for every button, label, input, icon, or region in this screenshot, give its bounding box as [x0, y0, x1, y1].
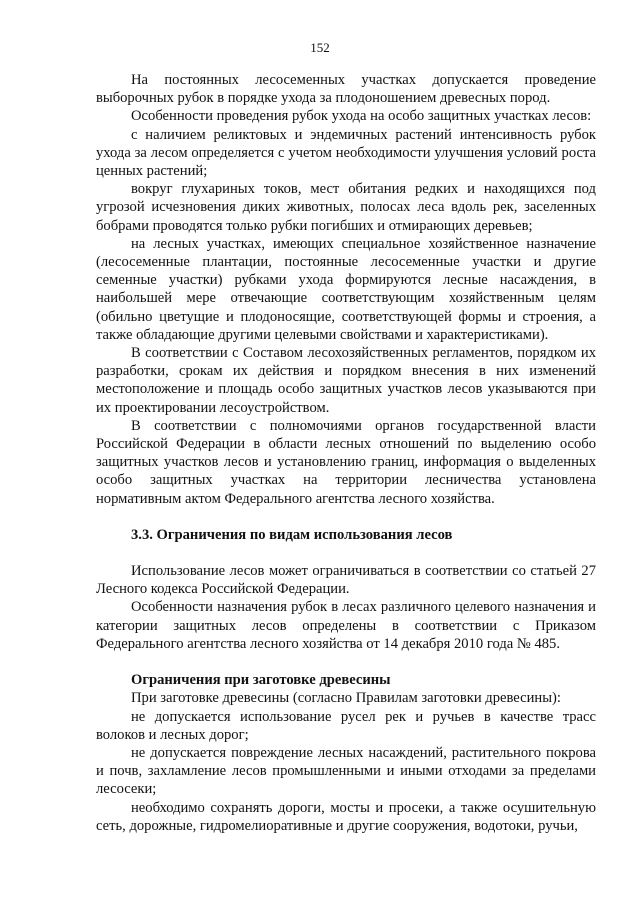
- paragraph: необходимо сохранять дороги, мосты и просеки, а также осушительную сеть, дорожные, гидромелиоративные и другие сооружения, водотоки, ручьи,: [96, 799, 596, 834]
- subsection-heading: Ограничения при заготовке древесины: [131, 672, 391, 689]
- paragraph: Особенности проведения рубок ухода на особо защитных участках лесов:: [131, 108, 592, 125]
- paragraph: В соответствии с полномочиями органов государственной власти Российской Федерации в области лесных отношений по выделению особо защитных участков лесов и установлению границ, информация о выделенных особо защитных участках на территории лесничества установлена нормативным актом Федерального агентства лесного хозяйства.: [96, 417, 596, 507]
- paragraph: вокруг глухариных токов, мест обитания редких и находящихся под угрозой исчезновения диких животных, полосах леса вдоль рек, заселенных бобрами проводятся только рубки погибших и отмирающих деревьев;: [96, 181, 596, 234]
- section-heading: 3.3. Ограничения по видам использования лесов: [131, 526, 453, 543]
- paragraph: Особенности назначения рубок в лесах различного целевого назначения и категории защитных лесов определены в соответствии с Приказом Федерального агентства лесного хозяйства от 14 декабря 2010 года № 485.: [96, 599, 596, 652]
- paragraph: не допускается повреждение лесных насаждений, растительного покрова и почв, захламление лесов промышленными и иными отходами за пределами лесосеки;: [96, 744, 596, 798]
- paragraph: На постоянных лесосеменных участках допускается проведение выборочных рубок в порядке ухода за плодоношением древесных пород.: [96, 72, 596, 107]
- paragraph: с наличием реликтовых и эндемичных растений интенсивность рубок ухода за лесом определяется с учетом необходимости улучшения условий роста ценных растений;: [96, 126, 596, 180]
- page-number: 152: [310, 40, 330, 55]
- paragraph: не допускается использование русел рек и ручьев в качестве трасс волоков и лесных дорог;: [96, 708, 596, 743]
- paragraph: Использование лесов может ограничиваться в соответствии со статьей 27 Лесного кодекса Российской Федерации.: [96, 563, 596, 598]
- paragraph: В соответствии с Составом лесохозяйственных регламентов, порядком их разработки, срокам их действия и порядком внесения в них изменений местоположение и площадь особо защитных участков лесов указываются при их проектировании лесоустройством.: [96, 345, 596, 416]
- paragraph: При заготовке древесины (согласно Правилам заготовки древесины):: [131, 690, 561, 707]
- paragraph: на лесных участках, имеющих специальное хозяйственное назначение (лесосеменные плантации, постоянные лесосеменные участки и другие семенные участки) рубками ухода формируются лесные насаждения, в наибольшей мере отвечающие соответствующим хозяйственным целям (обильно цветущие и плодоносящие, соответствующей формы и строения, а также обладающие другими целевыми свойствами и характеристиками).: [96, 235, 596, 343]
- document-body: [96, 71, 596, 835]
